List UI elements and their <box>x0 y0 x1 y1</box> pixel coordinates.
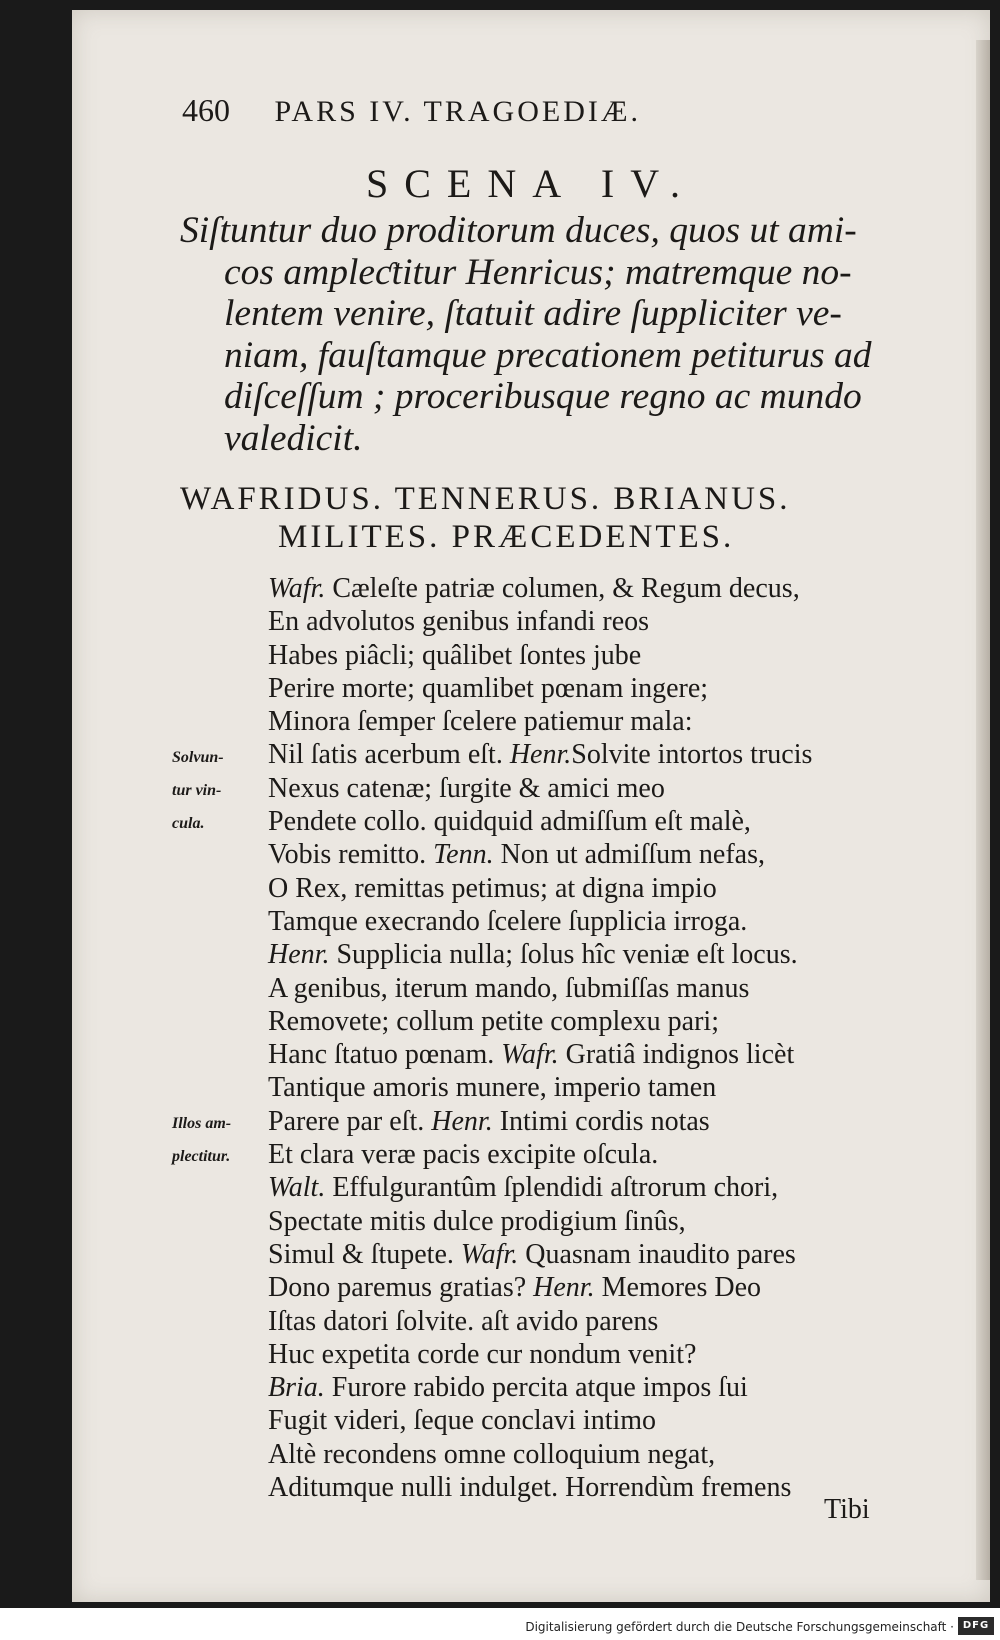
argument-line: Siſtuntur duo proditorum duces, quos ut ami- <box>180 210 857 251</box>
speaker-label: Henr. <box>431 1105 493 1137</box>
margin-note-line: plectitur. <box>172 1147 231 1165</box>
verse-line <box>268 1171 928 1204</box>
verse-text: Pendete collo. quidquid admiſſum eſt malè, <box>268 806 751 838</box>
verse-text: Nil ſatis acerbum eſt. <box>268 739 510 771</box>
verse-line <box>268 1371 928 1404</box>
verse-line <box>268 905 928 938</box>
verse-line <box>268 1238 928 1271</box>
verse-line <box>268 1438 928 1471</box>
verse-text: Memores Deo <box>594 1272 761 1304</box>
verse-block <box>268 572 928 1504</box>
verse-text: Simul & ſtupete. <box>268 1238 461 1270</box>
verse-line <box>268 705 928 738</box>
verse-line <box>268 772 928 805</box>
verse-line <box>268 805 928 838</box>
verse-text: Furore rabido percita atque impos ſui <box>324 1372 748 1404</box>
verse-text: Fugit videri, ſeque conclavi intimo <box>268 1405 657 1437</box>
verse-text: Parere par eſt. <box>268 1105 432 1137</box>
verse-line <box>268 1105 928 1138</box>
margin-note-line: tur vin- <box>172 781 222 799</box>
argument-line: niam, fauſtamque precationem petiturus ad <box>224 334 872 376</box>
page-number: 460 <box>182 92 230 128</box>
personae-line: MILITES. PRÆCEDENTES. <box>278 519 735 555</box>
verse-text: Quasnam inaudito pares <box>518 1238 796 1270</box>
book-page <box>72 10 990 1602</box>
verse-line <box>268 1071 928 1104</box>
catchword: Tibi <box>824 1494 870 1525</box>
verse-line <box>268 1038 928 1071</box>
verse-line <box>268 605 928 638</box>
verse-line <box>268 938 928 971</box>
verse-text: Hanc ſtatuo pœnam. <box>268 1039 502 1071</box>
verse-line <box>268 1338 928 1371</box>
argument-line: lentem venire, ſtatuit adire ſuppliciter ve- <box>224 293 842 334</box>
verse-text: Removete; collum petite complexu pari; <box>268 1005 719 1037</box>
speaker-label: Walt. <box>268 1172 326 1204</box>
verse-text: Minora ſemper ſcelere patiemur mala: <box>268 706 693 738</box>
verse-text: Intimi cordis notas <box>492 1105 710 1137</box>
verse-text: Supplicia nulla; ſolus hîc veniæ eſt locus. <box>329 939 798 971</box>
verse-line <box>268 1305 928 1338</box>
margin-note-solvuntur <box>172 741 264 840</box>
verse-text: Tantique amoris munere, imperio tamen <box>268 1072 717 1104</box>
verse-text: Cæleſte patriæ columen, & Regum decus, <box>325 573 800 604</box>
dramatis-personae <box>180 480 1000 556</box>
speaker-label: Wafr. <box>268 573 326 604</box>
verse-text: Huc expetita corde cur nondum venit? <box>268 1338 697 1370</box>
verse-text: Gratiâ indignos licèt <box>558 1039 795 1071</box>
verse-text: Solvite intortos trucis <box>571 739 813 771</box>
verse-text: En advolutos genibus infandi reos <box>268 606 650 638</box>
verse-text: Tamque execrando ſcelere ſupplicia irroga. <box>268 905 748 937</box>
verse-text: Vobis remitto. <box>268 839 434 871</box>
verse-text: Perire morte; quamlibet pœnam ingere; <box>268 672 709 704</box>
verse-line <box>268 972 928 1005</box>
argument-line: valedicit. <box>224 417 363 459</box>
funding-credit: Digitalisierung gefördert durch die Deutsche Forschungsgemeinschaft · <box>525 1620 954 1634</box>
margin-note-amplectitur <box>172 1107 264 1173</box>
verse-line <box>268 572 928 605</box>
dfg-logo: DFG <box>958 1617 994 1635</box>
speaker-label: Henr. <box>533 1272 595 1304</box>
verse-text: A genibus, iterum mando, ſubmiſſas manus <box>268 972 750 1004</box>
scene-title: SCENA IV. <box>366 161 696 206</box>
speaker-label: Henr. <box>509 739 572 771</box>
verse-text: Altè recondens omne colloquium negat, <box>268 1438 716 1470</box>
verse-line <box>268 738 928 771</box>
verse-text: Dono paremus gratias? <box>268 1272 534 1304</box>
speaker-label: Wafr. <box>501 1039 559 1071</box>
verse-text: Habes piâcli; quâlibet ſontes jube <box>268 639 642 671</box>
verse-line <box>268 1005 928 1038</box>
argument-line: cos ampleƈtitur Henricus; matremque no- <box>224 251 852 293</box>
scene-argument <box>180 210 1000 459</box>
speaker-label: Tenn. <box>433 839 494 871</box>
verse-line <box>268 838 928 871</box>
personae-line: WAFRIDUS. TENNERUS. BRIANUS. <box>180 481 791 517</box>
verse-text: Iſtas datori ſolvite. aſt avido parens <box>268 1305 659 1337</box>
speaker-label: Wafr. <box>460 1238 519 1270</box>
verse-text: Non ut admiſſum nefas, <box>493 839 765 871</box>
running-head <box>182 92 962 129</box>
margin-note-line: cula. <box>172 814 205 832</box>
speaker-label: Henr. <box>268 939 330 971</box>
verse-text: O Rex, remittas petimus; at digna impio <box>268 872 717 904</box>
running-title: PARS IV. TRAGOEDIÆ. <box>274 95 642 128</box>
argument-line: diſceſſum ; proceribusque regno ac mundo <box>224 376 862 417</box>
verse-line <box>268 872 928 905</box>
verse-line <box>268 1271 928 1304</box>
verse-line <box>268 1205 928 1238</box>
speaker-label: Bria. <box>268 1372 325 1404</box>
verse-text: Nexus catenæ; ſurgite & amici meo <box>268 772 665 804</box>
verse-text: Effulgurantûm ſplendidi aſtrorum chori, <box>325 1172 779 1204</box>
verse-text: Aditumque nulli indulget. Horrendùm fremens <box>268 1472 792 1504</box>
verse-line <box>268 1138 928 1171</box>
verse-text: Et clara veræ pacis excipite oſcula. <box>268 1139 659 1171</box>
verse-line <box>268 1404 928 1437</box>
verse-line <box>268 672 928 705</box>
margin-note-line: Illos am- <box>172 1114 232 1132</box>
verse-line <box>268 639 928 672</box>
margin-note-line: Solvun- <box>172 748 224 766</box>
verse-text: Spectate mitis dulce prodigium ſinûs, <box>268 1205 686 1237</box>
